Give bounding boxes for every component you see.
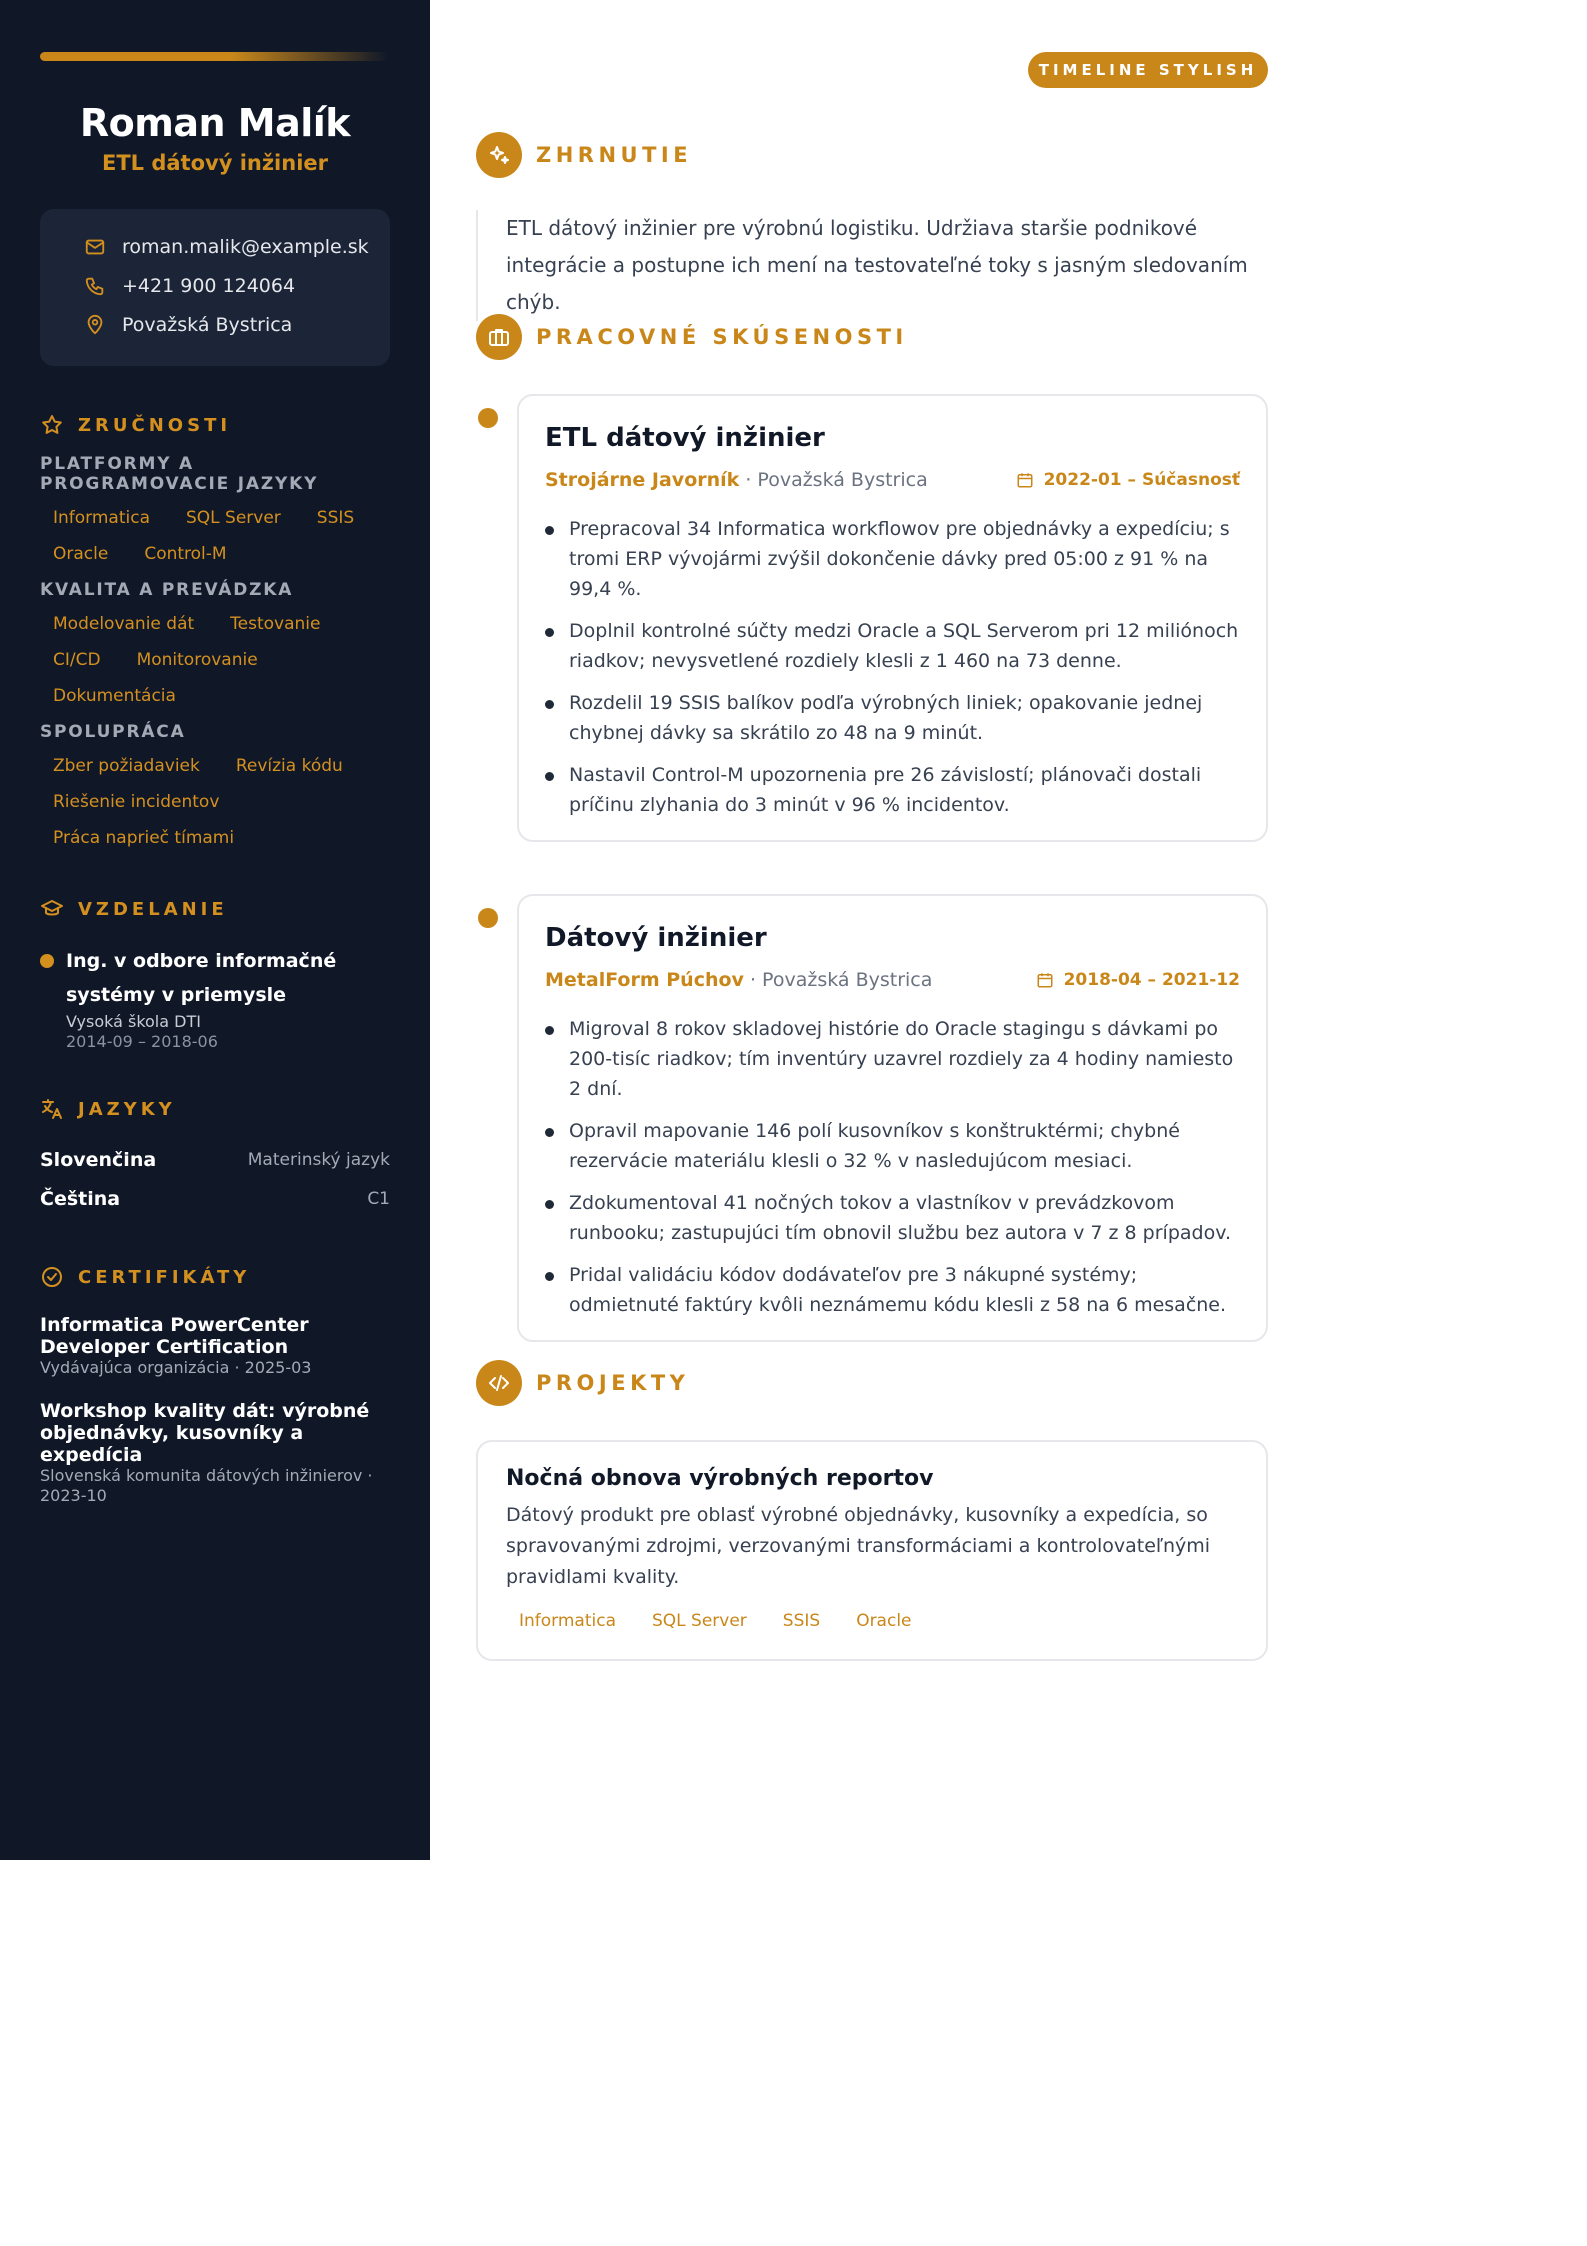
project-tag: Informatica bbox=[519, 1611, 616, 1631]
languages-heading bbox=[40, 1096, 390, 1122]
certificate-meta: Slovenská komunita dátových inžinierov · 2023-10 bbox=[40, 1466, 373, 1505]
job-dates bbox=[1036, 970, 1240, 990]
map-pin-icon bbox=[84, 314, 106, 336]
job-bullet: Nastavil Control-M upozornenia pre 26 závislostí; plánovači dostali príčinu zlyhania do 3 minút v 96 % incidentov. bbox=[545, 760, 1240, 820]
job-title: Dátový inžinier bbox=[545, 923, 767, 953]
certificate-title: Workshop kvality dát: výrobné objednávky, kusovníky a expedícia bbox=[40, 1400, 370, 1466]
job-bullet: Doplnil kontrolné súčty medzi Oracle a SQL Serverom pri 12 miliónoch riadkov; nevysvetlené rozdiely klesli z 1 460 na 73 denne. bbox=[545, 616, 1240, 676]
skills-heading-label: ZRUČNOSTI bbox=[78, 414, 232, 436]
project-title: Nočná obnova výrobných reportov bbox=[506, 1466, 934, 1491]
language-name: Slovenčina bbox=[40, 1148, 157, 1171]
skill-chip: SSIS bbox=[316, 508, 355, 528]
certificates-section bbox=[40, 1264, 390, 1506]
job-bullet: Zdokumentoval 41 nočných tokov a vlastníkov v prevádzkovom runbooku; zastupujúci tím obnovil službu bez autora v 7 z 8 prípadov. bbox=[545, 1188, 1240, 1248]
summary-text: ETL dátový inžinier pre výrobnú logistiku. Udržiava staršie podnikové integrácie a postupne ich mení na testovateľné toky s jasným sledovaním chýb. bbox=[476, 210, 1268, 321]
skill-chip: Revízia kódu bbox=[235, 756, 343, 776]
contact-card bbox=[40, 209, 390, 366]
job-company: MetalForm Púchov bbox=[545, 969, 744, 991]
job-company: Strojárne Javorník bbox=[545, 469, 740, 491]
skill-chip: Práca naprieč tímami bbox=[53, 828, 235, 848]
sidebar bbox=[0, 0, 430, 1860]
template-badge: TIMELINE STYLISH bbox=[1028, 52, 1268, 88]
skills-section bbox=[40, 412, 390, 856]
skill-group-title: PLATFORMY A PROGRAMOVACIE JAZYKY bbox=[40, 454, 319, 494]
email-text: roman.malik@example.sk bbox=[122, 235, 369, 258]
project-tag: SQL Server bbox=[652, 1611, 747, 1631]
certificate-item bbox=[40, 1400, 390, 1506]
skill-chip: Control-M bbox=[144, 544, 227, 564]
project-card bbox=[476, 1440, 1268, 1661]
summary-heading bbox=[476, 132, 692, 178]
language-list bbox=[40, 1140, 390, 1218]
job-bullets bbox=[545, 1014, 1240, 1320]
skill-chip: SQL Server bbox=[186, 508, 281, 528]
job-location: · Považská Bystrica bbox=[743, 969, 933, 991]
skill-chip: Modelovanie dát bbox=[53, 614, 195, 634]
project-description: Dátový produkt pre oblasť výrobné objednávky, kusovníky a expedícia, so spravovanými zdrojmi, verzovanými transformáciami a kontrolovateľnými pravidlami kvality. bbox=[506, 1504, 1211, 1588]
job-bullet: Pridal validáciu kódov dodávateľov pre 3 nákupné systémy; odmietnuté faktúry kvôli neznámemu kódu klesli z 58 na 6 mesačne. bbox=[545, 1260, 1240, 1320]
certificate-meta: Vydávajúca organizácia · 2025-03 bbox=[40, 1358, 312, 1377]
job-meta bbox=[545, 968, 1240, 992]
job-bullets bbox=[545, 514, 1240, 820]
graduation-cap-icon bbox=[40, 897, 64, 921]
projects-heading-label: PROJEKTY bbox=[536, 1371, 690, 1395]
job-card bbox=[517, 394, 1268, 842]
skill-chip: CI/CD bbox=[53, 650, 101, 670]
calendar-icon bbox=[1016, 471, 1034, 489]
phone-icon bbox=[84, 275, 106, 297]
education-degree: Ing. v odbore informačné systémy v priemysle bbox=[66, 950, 337, 1006]
briefcase-icon bbox=[476, 314, 522, 360]
translate-icon bbox=[40, 1097, 64, 1121]
job-bullet: Rozdelil 19 SSIS balíkov podľa výrobných liniek; opakovanie jednej chybnej dávky sa skrátilo zo 48 na 9 minút. bbox=[545, 688, 1240, 748]
skills-heading bbox=[40, 412, 390, 438]
skill-chip: Oracle bbox=[53, 544, 109, 564]
job-location: · Považská Bystrica bbox=[739, 469, 928, 491]
skill-chip: Testovanie bbox=[230, 614, 321, 634]
skill-group bbox=[40, 454, 390, 572]
experience-heading-label: PRACOVNÉ SKÚSENOSTI bbox=[536, 325, 908, 349]
project-tag: Oracle bbox=[856, 1611, 912, 1631]
education-dates: 2014-09 – 2018-06 bbox=[66, 1032, 218, 1051]
certificate-item bbox=[40, 1314, 390, 1378]
project-tags bbox=[506, 1603, 1238, 1639]
job-title: ETL dátový inžinier bbox=[545, 423, 825, 453]
project-tag: SSIS bbox=[782, 1611, 821, 1631]
education-heading-label: VZDELANIE bbox=[78, 898, 228, 920]
skill-group-title: SPOLUPRÁCA bbox=[40, 722, 186, 742]
contact-location bbox=[84, 305, 344, 344]
language-row bbox=[40, 1140, 390, 1179]
skill-chips bbox=[40, 748, 390, 856]
contact-email[interactable] bbox=[84, 227, 369, 266]
certificate-title: Informatica PowerCenter Developer Certification bbox=[40, 1314, 309, 1358]
check-circle-icon bbox=[40, 1265, 64, 1289]
timeline-dot bbox=[478, 908, 498, 928]
experience-heading bbox=[476, 314, 908, 360]
mail-icon bbox=[84, 236, 106, 258]
skill-group bbox=[40, 580, 390, 714]
job-dates bbox=[1016, 470, 1240, 490]
skill-chip: Monitorovanie bbox=[136, 650, 258, 670]
summary-heading-label: ZHRNUTIE bbox=[536, 143, 693, 167]
job-card bbox=[517, 894, 1268, 1342]
job-meta bbox=[545, 468, 1240, 492]
language-row bbox=[40, 1179, 390, 1218]
skill-chip: Dokumentácia bbox=[53, 686, 176, 706]
skill-chip: Informatica bbox=[53, 508, 150, 528]
education-school: Vysoká škola DTI bbox=[66, 1012, 201, 1031]
phone-text: +421 900 124064 bbox=[122, 274, 296, 297]
skill-chips bbox=[40, 500, 390, 572]
accent-bar bbox=[40, 52, 388, 61]
timeline-dot bbox=[478, 408, 498, 428]
skill-group bbox=[40, 722, 390, 856]
education-section bbox=[40, 896, 390, 1052]
calendar-icon bbox=[1036, 971, 1054, 989]
language-name: Čeština bbox=[40, 1187, 121, 1210]
timeline-dot bbox=[40, 954, 54, 968]
projects-heading bbox=[476, 1360, 689, 1406]
sparkle-icon bbox=[476, 132, 522, 178]
language-level: Materinský jazyk bbox=[247, 1149, 390, 1170]
job-bullet: Opravil mapovanie 146 polí kusovníkov s konštruktérmi; chybné rezervácie materiálu klesli o 32 % v nasledujúcom mesiaci. bbox=[545, 1116, 1240, 1176]
candidate-role: ETL dátový inžinier bbox=[101, 151, 329, 175]
contact-phone[interactable] bbox=[84, 266, 344, 305]
education-item bbox=[40, 944, 390, 1052]
languages-section bbox=[40, 1096, 390, 1218]
job-bullet: Migroval 8 rokov skladovej histórie do Oracle stagingu s dávkami po 200-tisíc riadkov; tím inventúry uzavrel rozdiely za 4 hodiny namiesto 2 dní. bbox=[545, 1014, 1240, 1104]
languages-heading-label: JAZYKY bbox=[78, 1098, 176, 1120]
job-dates-text: 2022-01 – Súčasnosť bbox=[1043, 470, 1240, 490]
skill-group-title: KVALITA A PREVÁDZKA bbox=[40, 580, 294, 600]
candidate-name: Roman Malík bbox=[79, 101, 351, 145]
certificates-heading-label: CERTIFIKÁTY bbox=[78, 1266, 251, 1288]
code-icon bbox=[476, 1360, 522, 1406]
skill-chip: Zber požiadaviek bbox=[53, 756, 200, 776]
job-dates-text: 2018-04 – 2021-12 bbox=[1063, 970, 1240, 990]
job-bullet: Prepracoval 34 Informatica workflowov pre objednávky a expedíciu; s tromi ERP vývojármi zvýšil dokončenie dávky pred 05:00 z 91 % na 99,4 %. bbox=[545, 514, 1240, 604]
star-icon bbox=[40, 413, 64, 437]
language-level: C1 bbox=[367, 1188, 390, 1209]
skill-chip: Riešenie incidentov bbox=[53, 792, 220, 812]
location-text: Považská Bystrica bbox=[122, 313, 293, 336]
skill-chips bbox=[40, 606, 390, 714]
education-heading bbox=[40, 896, 390, 922]
certificates-heading bbox=[40, 1264, 390, 1290]
